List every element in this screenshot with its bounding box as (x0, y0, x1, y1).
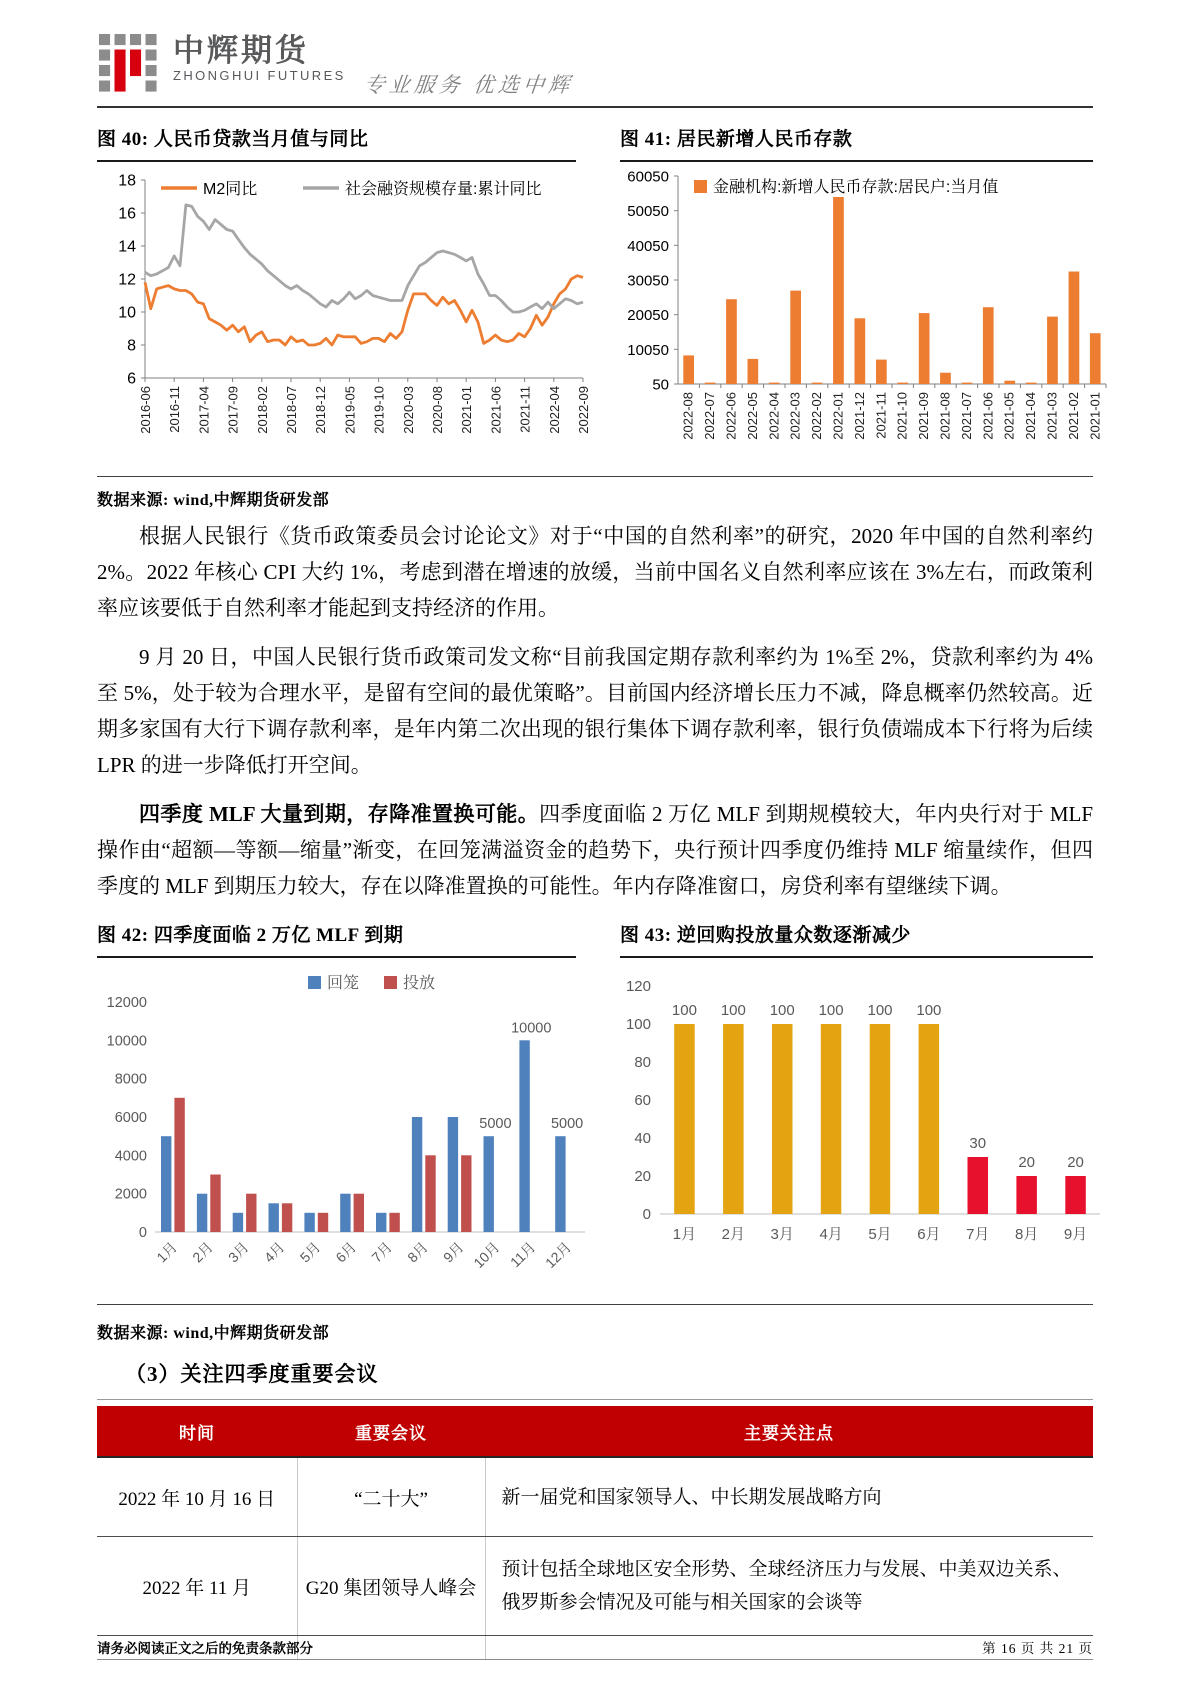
svg-text:2017-04: 2017-04 (196, 386, 212, 434)
svg-text:12月: 12月 (541, 1238, 575, 1272)
svg-text:2019-05: 2019-05 (342, 386, 358, 434)
svg-text:40050: 40050 (627, 237, 669, 255)
svg-text:7月: 7月 (368, 1238, 396, 1266)
svg-text:6: 6 (127, 370, 136, 388)
svg-text:2021-01: 2021-01 (1087, 392, 1103, 440)
svg-text:2月: 2月 (189, 1238, 216, 1266)
svg-text:2019-10: 2019-10 (371, 386, 387, 434)
svg-text:20: 20 (1067, 1154, 1084, 1171)
svg-text:社会融资规模存量:累计同比: 社会融资规模存量:累计同比 (345, 181, 542, 198)
svg-text:2021-04: 2021-04 (1023, 392, 1039, 440)
figure-42-title: 图 42: 四季度面临 2 万亿 MLF 到期 (97, 920, 576, 958)
brand-logo-icon (99, 34, 161, 101)
svg-text:5000: 5000 (550, 1116, 584, 1133)
paragraph-3 (97, 796, 1093, 904)
svg-text:100: 100 (769, 1002, 795, 1019)
svg-text:9月: 9月 (439, 1238, 467, 1266)
svg-text:30050: 30050 (627, 272, 669, 290)
divider-rule-2 (97, 1304, 1093, 1305)
brand-name: 中辉期货 (173, 33, 309, 68)
cell-focus: 预计包括全球地区安全形势、全球经济压力与发展、中美双边关系、俄罗斯参会情况及可能与相关国家的会谈等 (485, 1537, 1093, 1636)
table-header-focus: 主要关注点 (485, 1406, 1093, 1457)
svg-text:2022-01: 2022-01 (830, 392, 846, 440)
section-heading: （3）关注四季度重要会议 (125, 1362, 379, 1386)
svg-text:8月: 8月 (404, 1238, 431, 1266)
svg-text:11月: 11月 (506, 1238, 539, 1271)
svg-text:80: 80 (634, 1054, 651, 1071)
cell-meeting: G20 集团领导人峰会 (297, 1537, 485, 1636)
svg-text:2000: 2000 (114, 1186, 147, 1203)
table-row (97, 1537, 1093, 1636)
svg-text:2021-12: 2021-12 (851, 392, 867, 440)
table-top-rule (97, 1399, 1093, 1400)
svg-text:100: 100 (818, 1002, 844, 1019)
svg-text:2018-02: 2018-02 (254, 386, 270, 434)
svg-text:16: 16 (118, 205, 136, 223)
svg-text:2022-05: 2022-05 (744, 392, 760, 440)
svg-text:100: 100 (720, 1002, 746, 1019)
source-note-2: 数据来源: wind,中辉期货研发部 (97, 1325, 330, 1342)
svg-text:10000: 10000 (106, 1033, 147, 1050)
svg-text:8000: 8000 (114, 1071, 147, 1088)
table-header-row (97, 1406, 1093, 1457)
svg-text:60: 60 (634, 1092, 651, 1109)
cell-time: 2022 年 11 月 (97, 1537, 297, 1636)
svg-text:1月: 1月 (672, 1226, 697, 1243)
svg-text:14: 14 (118, 238, 136, 256)
svg-text:1月: 1月 (153, 1238, 181, 1266)
svg-text:100: 100 (867, 1002, 893, 1019)
svg-text:金融机构:新增人民币存款:居民户:当月值: 金融机构:新增人民币存款:居民户:当月值 (713, 179, 999, 196)
figure-41-title: 图 41: 居民新增人民币存款 (620, 124, 1093, 162)
fig40-line-chart (99, 164, 591, 469)
svg-text:3月: 3月 (770, 1226, 794, 1243)
svg-text:40: 40 (634, 1130, 651, 1147)
divider-rule (97, 476, 1093, 477)
svg-text:10000: 10000 (511, 1020, 552, 1037)
svg-text:2020-08: 2020-08 (430, 386, 445, 434)
svg-text:2022-02: 2022-02 (809, 392, 825, 440)
svg-text:4月: 4月 (260, 1238, 288, 1266)
svg-text:4月: 4月 (819, 1226, 843, 1243)
svg-text:50: 50 (652, 376, 669, 394)
svg-text:2018-12: 2018-12 (313, 386, 329, 434)
svg-text:0: 0 (138, 1225, 147, 1241)
svg-text:5月: 5月 (296, 1238, 324, 1266)
svg-text:2022-04: 2022-04 (766, 392, 782, 440)
svg-text:2021-10: 2021-10 (894, 392, 910, 440)
figure-40-title: 图 40: 人民币贷款当月值与同比 (97, 124, 576, 162)
cell-time: 2022 年 10 月 16 日 (97, 1457, 297, 1537)
svg-text:4000: 4000 (114, 1148, 147, 1165)
svg-text:7月: 7月 (966, 1226, 990, 1243)
svg-text:30: 30 (969, 1135, 987, 1152)
svg-text:2020-03: 2020-03 (400, 386, 416, 434)
svg-text:100: 100 (625, 1016, 651, 1033)
footer-disclaimer: 请务必阅读正文之后的免责条款部分 (97, 1641, 313, 1656)
svg-text:2022-06: 2022-06 (723, 392, 739, 440)
svg-text:100: 100 (916, 1002, 942, 1019)
svg-text:10: 10 (118, 304, 136, 322)
svg-text:2021-09: 2021-09 (916, 392, 932, 440)
svg-text:投放: 投放 (403, 975, 436, 992)
svg-text:8月: 8月 (1014, 1226, 1039, 1243)
svg-text:50050: 50050 (627, 203, 669, 221)
svg-text:2021-03: 2021-03 (1044, 392, 1060, 440)
cell-meeting: “二十大” (297, 1457, 485, 1537)
brand-tagline: 专业服务 优选中辉 (362, 73, 575, 97)
svg-text:2018-07: 2018-07 (284, 386, 299, 434)
svg-text:10050: 10050 (627, 341, 669, 359)
svg-text:回笼: 回笼 (327, 975, 360, 992)
svg-text:60050: 60050 (627, 168, 669, 186)
svg-text:2022-08: 2022-08 (680, 392, 696, 440)
svg-text:2月: 2月 (721, 1226, 746, 1243)
table-header-meeting: 重要会议 (297, 1406, 485, 1457)
figure-43-title: 图 43: 逆回购投放量众数逐渐减少 (620, 920, 1093, 958)
body-text (97, 518, 1093, 917)
svg-text:2021-06: 2021-06 (488, 386, 504, 434)
svg-text:2016-06: 2016-06 (138, 386, 153, 434)
footer-page-number: 第 16 页 共 21 页 (982, 1641, 1093, 1656)
source-note-1: 数据来源: wind,中辉期货研发部 (97, 492, 330, 509)
table-header-time: 时间 (97, 1406, 297, 1457)
svg-text:6月: 6月 (917, 1226, 941, 1243)
svg-text:M2同比: M2同比 (203, 181, 258, 198)
fig43-bar-chart (610, 958, 1110, 1263)
svg-text:2017-09: 2017-09 (225, 386, 241, 434)
svg-text:2021-11: 2021-11 (517, 386, 533, 433)
svg-text:18: 18 (118, 172, 136, 190)
brand-subtitle: ZHONGHUI FUTURES (173, 68, 346, 83)
svg-text:120: 120 (625, 978, 651, 995)
paragraph-3-lead: 四季度 MLF 大量到期，存降准置换可能。 (139, 802, 540, 826)
paragraph-2: 9 月 20 日，中国人民银行货币政策司发文称“目前我国定期存款利率约为 1%至 2%，贷款利率约为 4%至 5%，处于较为合理水平，是留有空间的最优策略”。目前国内经济增长压力不减，降息概率仍然较高。近期多家国有大行下调存款利率，是年内第二次出现的银行集体下调存款利率，银行负债端成本下行将为后续 LPR 的进一步降低打开空间。 (97, 645, 1094, 777)
svg-text:100: 100 (671, 1002, 697, 1019)
cell-focus: 新一届党和国家领导人、中长期发展战略方向 (485, 1457, 1093, 1537)
svg-text:5月: 5月 (868, 1226, 892, 1243)
svg-text:3月: 3月 (224, 1238, 252, 1266)
svg-text:2016-11: 2016-11 (167, 386, 183, 433)
svg-text:20: 20 (1018, 1154, 1036, 1171)
svg-text:2021-01: 2021-01 (459, 386, 475, 434)
brand-header (99, 34, 573, 101)
svg-text:9月: 9月 (1063, 1226, 1088, 1243)
svg-text:12000: 12000 (106, 995, 147, 1011)
svg-text:20: 20 (634, 1168, 651, 1185)
svg-text:2021-05: 2021-05 (1001, 392, 1017, 440)
svg-text:2022-09: 2022-09 (576, 386, 591, 434)
svg-text:10月: 10月 (470, 1238, 503, 1272)
svg-text:2021-06: 2021-06 (980, 392, 996, 440)
fig42-grouped-bar-chart (99, 958, 591, 1303)
table-row (97, 1457, 1093, 1537)
svg-text:2021-02: 2021-02 (1065, 392, 1081, 440)
svg-text:2021-08: 2021-08 (937, 392, 953, 440)
paragraph-1: 根据人民银行《货币政策委员会讨论论文》对于“中国的自然利率”的研究，2020 年中国的自然利率约 2%。2022 年核心 CPI 大约 1%，考虑到潜在增速的放缓，当前中国名义自然利率应该在 3%左右，而政策利率应该要低于自然利率才能起到支持经济的作用。 (97, 524, 1093, 620)
paragraph-3-rest: 四季度面临 2 万亿 MLF 到期规模较大，年内央行对于 MLF 操作由“超额—等额—缩量”渐变，在回笼满溢资金的趋势下，央行预计四季度仍维持 MLF 缩量续作，但四季度的 MLF 到期压力较大，存在以降准置换的可能性。年内存降准窗口，房贷利率有望继续下调。 (97, 802, 1094, 898)
svg-text:8: 8 (127, 337, 136, 355)
meetings-table (97, 1406, 1093, 1660)
svg-text:20050: 20050 (627, 307, 669, 325)
svg-text:2021-11: 2021-11 (873, 392, 889, 439)
svg-text:2022-07: 2022-07 (702, 392, 718, 440)
page-footer (97, 1637, 1093, 1657)
fig41-bar-chart (610, 164, 1110, 469)
header-rule (97, 106, 1093, 108)
svg-text:2022-04: 2022-04 (546, 386, 562, 434)
svg-text:6月: 6月 (332, 1238, 360, 1266)
svg-text:2022-03: 2022-03 (787, 392, 803, 440)
svg-text:5000: 5000 (479, 1116, 512, 1133)
svg-text:2021-07: 2021-07 (958, 392, 974, 440)
svg-text:0: 0 (642, 1206, 651, 1223)
svg-text:12: 12 (118, 271, 136, 289)
svg-text:6000: 6000 (114, 1110, 147, 1126)
